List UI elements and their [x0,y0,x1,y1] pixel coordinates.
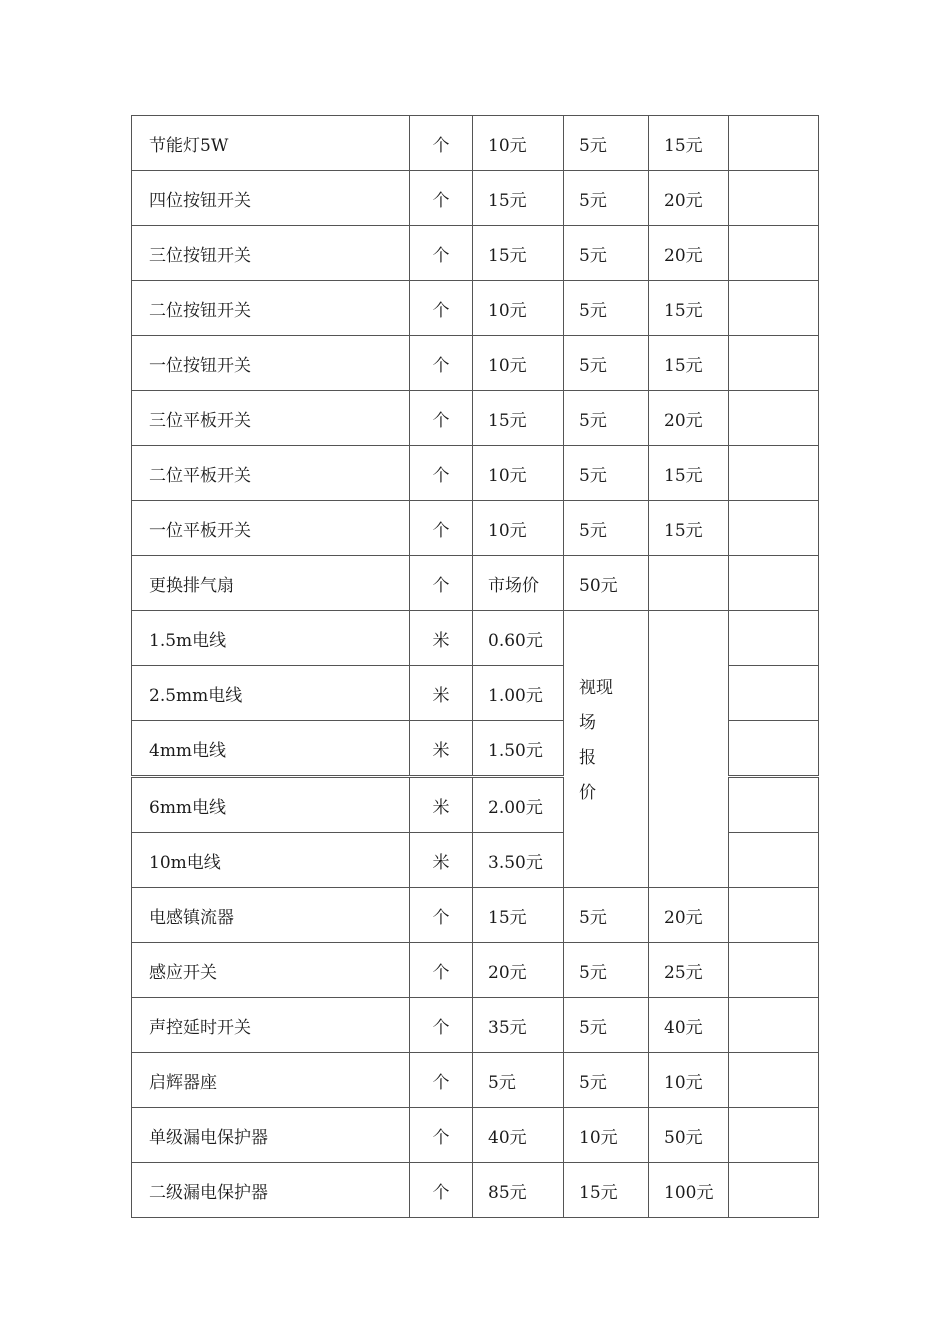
unit: 米 [410,666,473,721]
labor-fee: 5元 [564,281,649,336]
unit: 米 [410,777,473,833]
material-price: 15元 [473,888,564,943]
material-price: 1.50元 [473,721,564,777]
remark [729,721,819,777]
material-price: 40元 [473,1108,564,1163]
total-price: 15元 [649,116,729,171]
item-name: 一位按钮开关 [132,336,410,391]
unit: 个 [410,888,473,943]
total-price: 10元 [649,1053,729,1108]
material-price: 15元 [473,171,564,226]
table-row [132,281,819,336]
total-price: 50元 [649,1108,729,1163]
remark [729,777,819,833]
table-row [132,998,819,1053]
unit: 个 [410,171,473,226]
item-name: 四位按钮开关 [132,171,410,226]
wire-price-note-line: 报 [579,748,596,768]
unit: 个 [410,116,473,171]
item-name: 感应开关 [132,943,410,998]
table-row [132,611,819,666]
labor-fee: 5元 [564,446,649,501]
labor-fee: 5元 [564,998,649,1053]
remark [729,888,819,943]
remark [729,171,819,226]
table-row [132,501,819,556]
total-price: 15元 [649,336,729,391]
item-name: 三位平板开关 [132,391,410,446]
labor-fee: 5元 [564,171,649,226]
unit: 米 [410,611,473,666]
item-name: 一位平板开关 [132,501,410,556]
labor-fee: 5元 [564,336,649,391]
material-price: 10元 [473,281,564,336]
material-price: 20元 [473,943,564,998]
remark [729,833,819,888]
total-price: 25元 [649,943,729,998]
labor-fee: 10元 [564,1108,649,1163]
table-row [132,943,819,998]
unit: 米 [410,721,473,777]
labor-fee: 5元 [564,226,649,281]
unit: 个 [410,943,473,998]
wire-price-note-line: 价 [579,783,596,803]
material-price: 85元 [473,1163,564,1218]
unit: 个 [410,226,473,281]
table-row [132,556,819,611]
item-name: 6mm电线 [132,777,410,833]
unit: 个 [410,1053,473,1108]
unit: 个 [410,446,473,501]
wire-empty-cell [649,611,729,888]
total-price: 20元 [649,171,729,226]
labor-fee: 15元 [564,1163,649,1218]
labor-fee: 5元 [564,1053,649,1108]
material-price: 10元 [473,446,564,501]
table-row [132,391,819,446]
table-row [132,336,819,391]
remark [729,226,819,281]
table-row [132,116,819,171]
total-price: 100元 [649,1163,729,1218]
item-name: 二位按钮开关 [132,281,410,336]
labor-fee: 5元 [564,943,649,998]
table-row [132,1108,819,1163]
labor-fee: 5元 [564,391,649,446]
remark [729,336,819,391]
material-price: 35元 [473,998,564,1053]
item-name: 节能灯5W [132,116,410,171]
remark [729,1108,819,1163]
wire-price-note-line: 视现 [579,678,613,698]
remark [729,611,819,666]
material-price: 0.60元 [473,611,564,666]
item-name: 10m电线 [132,833,410,888]
unit: 米 [410,833,473,888]
total-price: 20元 [649,391,729,446]
total-price: 40元 [649,998,729,1053]
wire-price-note [564,611,649,888]
item-name: 单级漏电保护器 [132,1108,410,1163]
item-name: 电感镇流器 [132,888,410,943]
item-name: 更换排气扇 [132,556,410,611]
item-name: 2.5mm电线 [132,666,410,721]
remark [729,666,819,721]
material-price: 3.50元 [473,833,564,888]
remark [729,501,819,556]
item-name: 二级漏电保护器 [132,1163,410,1218]
material-price: 市场价 [473,556,564,611]
labor-fee: 5元 [564,501,649,556]
table-row [132,171,819,226]
material-price: 10元 [473,116,564,171]
unit: 个 [410,1163,473,1218]
material-price: 2.00元 [473,777,564,833]
table-row [132,446,819,501]
table-row [132,1053,819,1108]
material-price: 10元 [473,336,564,391]
unit: 个 [410,281,473,336]
remark [729,998,819,1053]
unit: 个 [410,391,473,446]
remark [729,391,819,446]
labor-fee: 50元 [564,556,649,611]
unit: 个 [410,998,473,1053]
remark [729,281,819,336]
remark [729,556,819,611]
total-price [649,556,729,611]
remark [729,943,819,998]
material-price: 15元 [473,226,564,281]
material-price: 5元 [473,1053,564,1108]
table-row [132,888,819,943]
table-row [132,226,819,281]
item-name: 1.5m电线 [132,611,410,666]
total-price: 20元 [649,888,729,943]
remark [729,1053,819,1108]
total-price: 15元 [649,446,729,501]
unit: 个 [410,501,473,556]
remark [729,116,819,171]
unit: 个 [410,556,473,611]
total-price: 15元 [649,281,729,336]
remark [729,1163,819,1218]
wire-price-note-line: 场 [579,713,596,733]
item-name: 启辉器座 [132,1053,410,1108]
item-name: 二位平板开关 [132,446,410,501]
table-row [132,1163,819,1218]
item-name: 4mm电线 [132,721,410,777]
unit: 个 [410,336,473,391]
item-name: 三位按钮开关 [132,226,410,281]
total-price: 15元 [649,501,729,556]
material-price: 10元 [473,501,564,556]
material-price: 1.00元 [473,666,564,721]
labor-fee: 5元 [564,888,649,943]
item-name: 声控延时开关 [132,998,410,1053]
labor-fee: 5元 [564,116,649,171]
unit: 个 [410,1108,473,1163]
remark [729,446,819,501]
total-price: 20元 [649,226,729,281]
price-table [131,115,819,1218]
material-price: 15元 [473,391,564,446]
